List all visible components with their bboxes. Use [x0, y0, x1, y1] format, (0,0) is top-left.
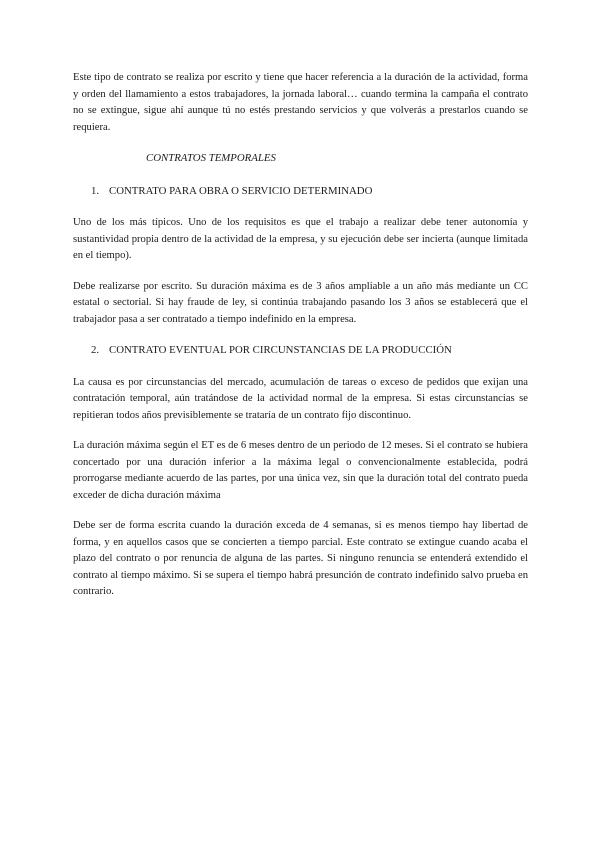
section-title: CONTRATOS TEMPORALES	[146, 152, 276, 164]
heading-text: CONTRATO PARA OBRA O SERVICIO DETERMINADO	[109, 184, 373, 197]
heading-number: 1.	[91, 184, 100, 197]
heading-text: CONTRATO EVENTUAL POR CIRCUNSTANCIAS DE LA PRODUCCIÓN	[109, 344, 452, 356]
paragraph: La duración máxima según el ET es de 6 meses dentro de un periodo de 12 meses. Si el contrato se hubiera concertado por una duración inferior a la máxima legal o convencionalmente establecida, podrá prorrogarse mediante acuerdo de las partes, por una única vez, sin que la duración total del contrato pueda exceder de dicha duración máxima	[73, 440, 528, 501]
heading-number: 2.	[91, 344, 100, 356]
paragraph: Uno de los más típicos. Uno de los requisitos es que el trabajo a realizar debe tener autonomía y sustantividad propia dentro de la actividad de la empresa, y su ejecución debe ser incierta (aunque limitada en el tiempo).	[73, 217, 528, 261]
document-page	[73, 70, 528, 615]
paragraph: Debe ser de forma escrita cuando la duración exceda de 4 semanas, si es menos tiempo hay libertad de forma, y en aquellos casos que se concierten a tiempo parcial. Este contrato se extingue cuando acaba el plazo del contrato o por renuncia de alguna de las partes. Si ninguno renuncia se entenderá extendido el contrato al tiempo máximo. Si se supera el tiempo habrá presunción de contrato indefinido salvo prueba en contrario.	[73, 520, 528, 597]
intro-paragraph: Este tipo de contrato se realiza por escrito y tiene que hacer referencia a la duración de la actividad, forma y orden del llamamiento a estos trabajadores, la jornada laboral… cuando termina la campaña el contrato no se extingue, sigue ahí aunque tú no estés prestando servicios y que volverás a prestarlos cuando se requiera.	[73, 72, 528, 133]
paragraph: Debe realizarse por escrito. Su duración máxima es de 3 años ampliable a un año más mediante un CC estatal o sectorial. Si hay fraude de ley, si continúa trabajando pasando los 3 años se establecerá que el trabajador pasa a ser contratado a tiempo indefinido en la empresa.	[73, 280, 528, 325]
paragraph: La causa es por circunstancias del mercado, acumulación de tareas o exceso de pedidos que exijan una contratación temporal, aún tratándose de la actividad normal de la empresa. Si estas circunstancias se repitieran todos años previsiblemente se trataría de un contrato fijo discontinuo.	[73, 376, 528, 421]
heading-obra-servicio	[73, 183, 528, 200]
heading-eventual	[73, 342, 528, 359]
